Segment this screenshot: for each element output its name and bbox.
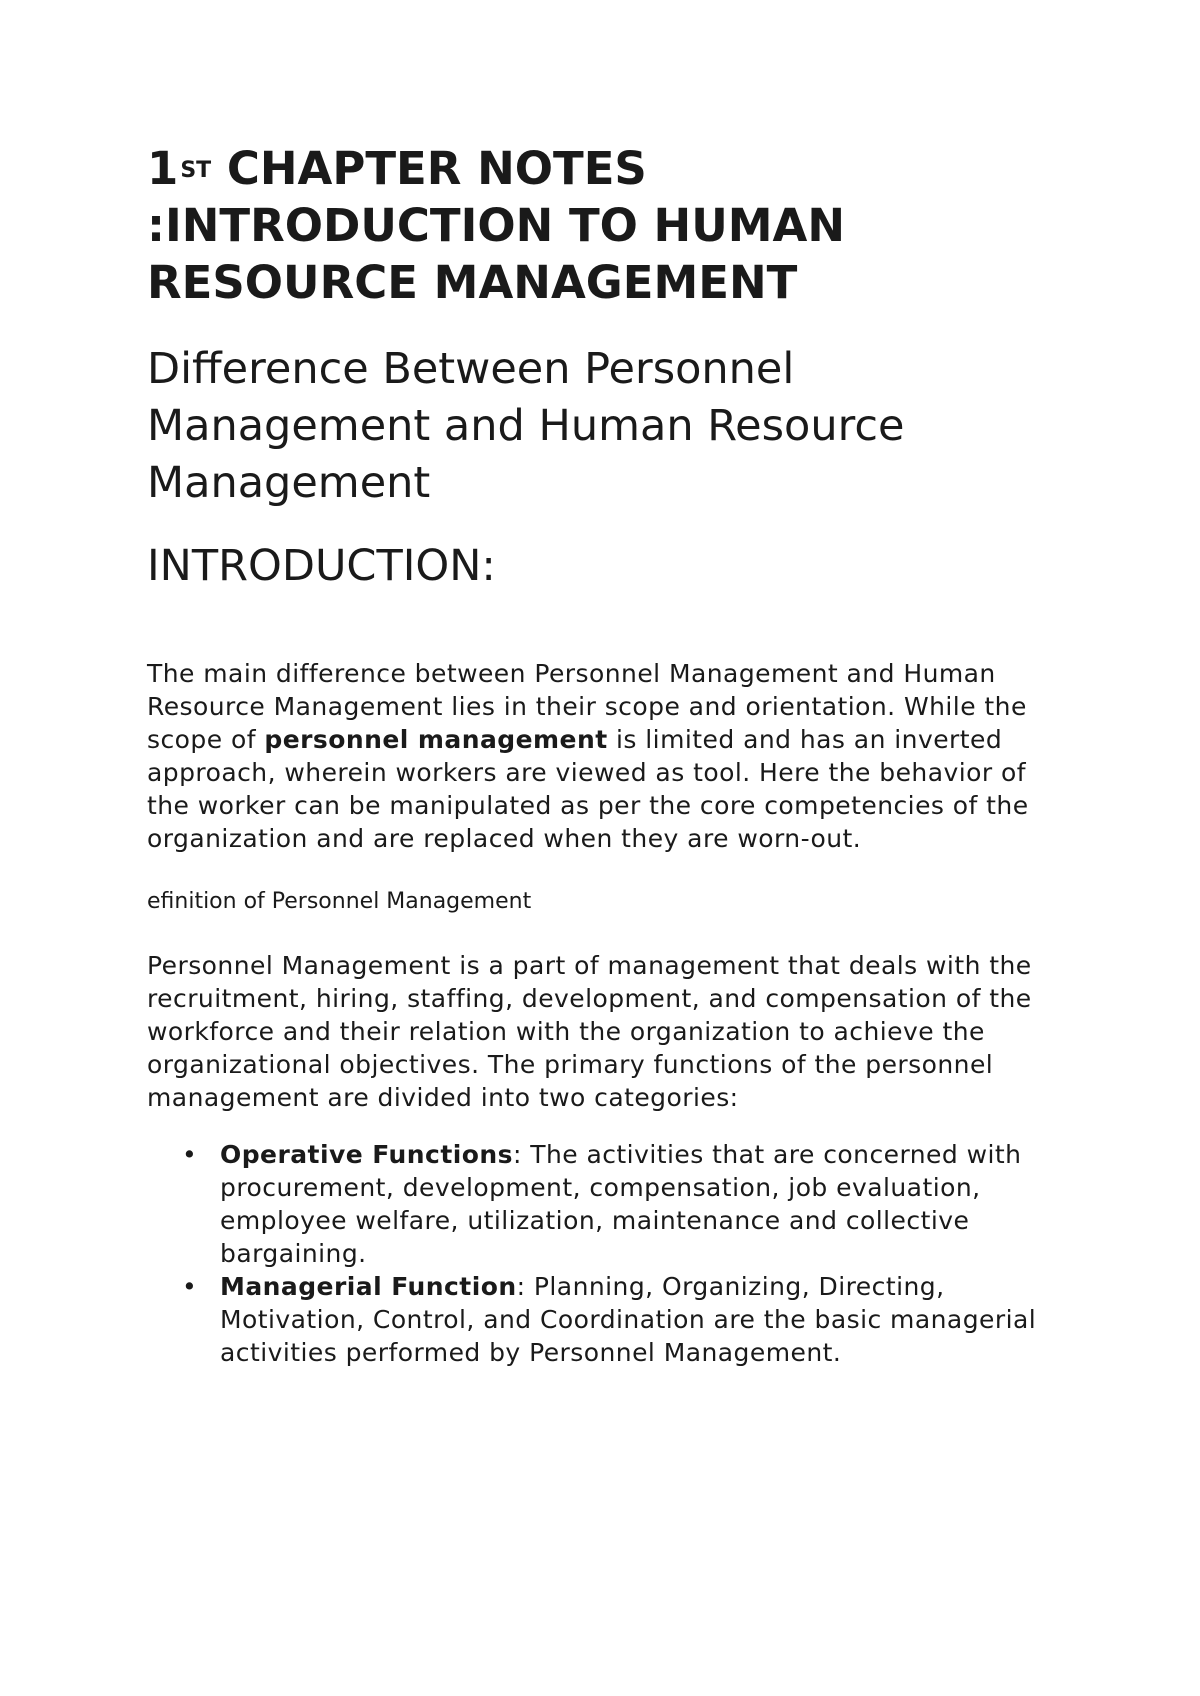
introduction-paragraph: [147, 657, 1047, 855]
chapter-number: 1: [147, 142, 179, 195]
intro-bold-term: personnel management: [264, 725, 608, 754]
function-term: Operative Functions: [220, 1140, 513, 1169]
document-page: [147, 140, 1047, 1369]
functions-list: [147, 1138, 1047, 1369]
list-item: [147, 1270, 1047, 1369]
intro-text-part2: is limited and has an inverted approach, wherein workers are viewed as tool. Here the behavior of the worker can be manipulated as per the core competencies of the organization and are replaced when they are worn-out.: [147, 725, 1029, 853]
function-description: : Planning, Organizing, Directing, Motivation, Control, and Coordination are the basic managerial activities performed by Personnel Management.: [220, 1272, 1037, 1367]
document-subtitle: Difference Between Personnel Management and Human Resource Management: [147, 344, 905, 508]
section-heading-introduction: INTRODUCTION:: [147, 541, 496, 591]
bullet-icon: •: [182, 1272, 198, 1301]
chapter-ordinal-suffix: ST: [180, 158, 212, 183]
function-description: : The activities that are concerned with procurement, development, compensation, job evaluation, employee welfare, utilization, maintenance and collective bargaining.: [220, 1140, 1022, 1268]
list-item: [147, 1138, 1047, 1270]
definition-paragraph: Personnel Management is a part of management that deals with the recruitment, hiring, staffing, development, and compensation of the workforce and their relation with the organization to achieve the organizational objectives. The primary functions of the personnel management are divided into two categories:: [147, 951, 1032, 1112]
intro-text-part1: The main difference between Personnel Management and Human Resource Management lies in their scope and orientation. While the scope of: [147, 659, 1027, 754]
bullet-icon: •: [182, 1140, 198, 1169]
chapter-title: [147, 140, 1047, 311]
chapter-title-text: CHAPTER NOTES :INTRODUCTION TO HUMAN RESOURCE MANAGEMENT: [147, 142, 846, 309]
definition-heading: efinition of Personnel Management: [147, 889, 532, 914]
function-term: Managerial Function: [220, 1272, 517, 1301]
